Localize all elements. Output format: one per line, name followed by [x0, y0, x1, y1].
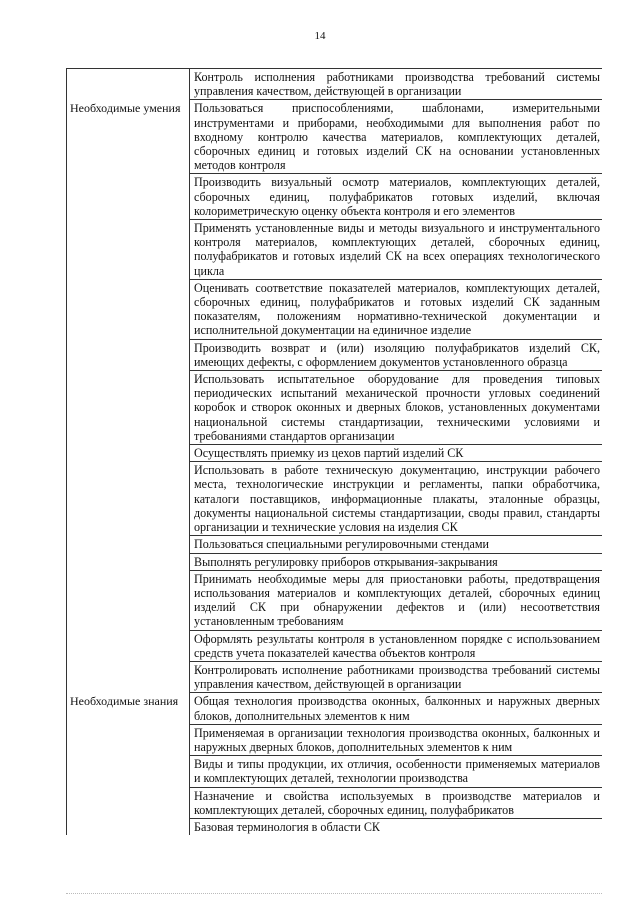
table-cell: Оценивать соответствие показателей материалов, комплектующих деталей, сборочных единиц, полуфабрикатов и готовых изделий СК заданным показателям, положениям нормативно-технической документации и исполнительной документации на единичное изделие	[190, 280, 602, 340]
table-row-group-knowledge	[66, 693, 602, 835]
row-items	[190, 100, 602, 693]
table-cell: Назначение и свойства используемых в производстве материалов и комплектующих деталей, сборочных единиц, полуфабрикатов	[190, 788, 602, 819]
row-items	[190, 69, 602, 100]
table-cell: Осуществлять приемку из цехов партий изделий СК	[190, 445, 602, 462]
page-bottom-line	[66, 893, 602, 894]
table-cell: Виды и типы продукции, их отличия, особенности применяемых материалов и комплектующих деталей, технологии производства	[190, 756, 602, 787]
table-cell: Производить возврат и (или) изоляцию полуфабрикатов изделий СК, имеющих дефекты, с оформлением документов установленного образца	[190, 340, 602, 371]
table-cell: Выполнять регулировку приборов открывания-закрывания	[190, 554, 602, 571]
table-cell: Контролировать исполнение работниками производства требований системы управления качеством, действующей в организации	[190, 662, 602, 693]
row-label-skills: Необходимые умения	[66, 100, 190, 693]
table-cell: Принимать необходимые меры для приостановки работы, предотвращения использования материалов и комплектующих деталей, сборочных единиц изделий СК при обнаружении дефектов и (или) несоответствия установленным требованиям	[190, 571, 602, 631]
table-cell: Применять установленные виды и методы визуального и инструментального контроля материалов, комплектующих деталей, сборочных единиц, полуфабрикатов и готовых изделий СК на всех операциях технологического цикла	[190, 220, 602, 280]
table-cell: Применяемая в организации технология производства оконных, балконных и наружных дверных блоков, дополнительных элементов к ним	[190, 725, 602, 756]
page-number: 14	[314, 30, 326, 42]
table-row-group	[66, 69, 602, 100]
table-row-group-skills	[66, 100, 602, 693]
table-cell: Пользоваться приспособлениями, шаблонами, измерительными инструментами и приборами, необходимыми для выполнения работ по входному контролю качества материалов, комплектующих деталей, сборочных единиц и готовых изделий СК на основании установленных методов контроля	[190, 100, 602, 174]
table-cell: Использовать испытательное оборудование для проведения типовых периодических испытаний механической прочности угловых соединений коробок и створок оконных и дверных блоков, установленных документами национальной системы стандартизации, техническими условиями и требованиями стандартов организации	[190, 371, 602, 445]
row-label-knowledge: Необходимые знания	[66, 693, 190, 835]
row-items	[190, 693, 602, 835]
table-cell: Пользоваться специальными регулировочными стендами	[190, 536, 602, 553]
table-cell: Использовать в работе техническую документацию, инструкции рабочего места, технологические инструкции и регламенты, папки обработчика, каталоги поставщиков, информационные плакаты, эталонные образцы, документы национальной системы стандартизации, своды правил, стандарты организации и технические условия на изделия СК	[190, 462, 602, 536]
table-cell: Общая технология производства оконных, балконных и наружных дверных блоков, дополнительных элементов к ним	[190, 693, 602, 724]
table-cell: Базовая терминология в области СК	[194, 819, 380, 834]
competency-table	[66, 68, 602, 835]
table-cell: Контроль исполнения работниками производства требований системы управления качеством, действующей в организации	[190, 69, 602, 100]
table-cell: Производить визуальный осмотр материалов, комплектующих деталей, сборочных единиц, полуфабрикатов готовых изделий, включая колориметрическую оценку объекта контроля и его элементов	[190, 174, 602, 220]
row-label	[66, 69, 190, 100]
table-cell: Оформлять результаты контроля в установленном порядке с использованием средств учета показателей качества объектов контроля	[190, 631, 602, 662]
